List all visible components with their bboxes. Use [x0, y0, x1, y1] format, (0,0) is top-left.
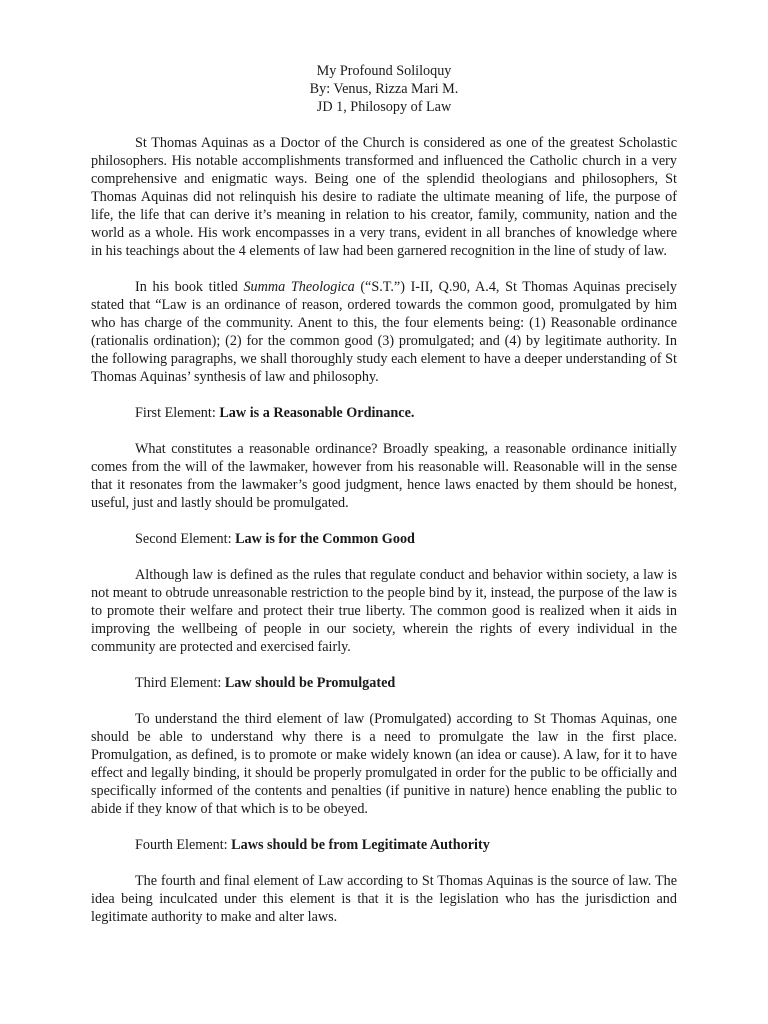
intro-paragraph-2 — [91, 278, 677, 386]
element-label: Fourth Element: — [135, 837, 232, 853]
element-title: Laws should be from Legitimate Authority — [231, 837, 490, 853]
author-byline: By: Venus, Rizza Mari M. — [309, 81, 459, 97]
course-line: JD 1, Philosopy of Law — [316, 99, 452, 115]
element-body-2: Although law is defined as the rules that regulate conduct and behavior within society, a law is not meant to obtrude unreasonable restriction to the people bind by it, instead, the purpose of the law is to promote their welfare and protect their true liberty. The common good is realized when it aids in improving the wellbeing of people in our society, wherein the rights of every individual in the community are protected and exercised fairly. — [91, 567, 677, 655]
document-header — [91, 62, 677, 116]
element-label: Second Element: — [135, 531, 236, 547]
element-body-1: What constitutes a reasonable ordinance? Broadly speaking, a reasonable ordinance initially comes from the will of the lawmaker, however from his reasonable will. Reasonable will in the sense that it resonates from the lawmaker’s good judgment, hence laws enacted by them should be honest, useful, just and lastly should be promulgated. — [91, 441, 677, 511]
element-body-4: The fourth and final element of Law according to St Thomas Aquinas is the source of law. The idea being inculcated under this element is that it is the legislation who has the jurisdiction and legitimate authority to make and alter laws. — [91, 873, 677, 925]
element-heading-4 — [91, 836, 677, 854]
intro-p2-rest: (“S.T.”) I-II, Q.90, A.4, St Thomas Aquinas precisely stated that “Law is an ordinance of reason, ordered towards the common good, promulgated by him who has charge of the community. Anent to this, the four elements being: (1) Reasonable ordinance (rationalis ordination); (2) for the common good (3) promulgated; and (4) by legitimate authority. In the following paragraphs, we shall thoroughly study each element to have a deeper understanding of St Thomas Aquinas’ synthesis of law and philosophy. — [91, 279, 677, 385]
element-label: Third Element: — [135, 675, 225, 691]
document-title: My Profound Soliloquy — [316, 63, 452, 79]
element-title: Law is a Reasonable Ordinance. — [219, 405, 415, 421]
element-body-3: To understand the third element of law (Promulgated) according to St Thomas Aquinas, one should be able to understand why there is a need to promulgate the law in the first place. Promulgation, as defined, is to promote or make widely known (an idea or cause). A law, for it to have effect and legally binding, it should be properly promulgated in order for the public to be officially and specifically informed of the contents and penalties (if punitive in nature) hence enabling the public to abide if they know of that which is to be obeyed. — [91, 711, 677, 817]
element-heading-1 — [91, 404, 677, 422]
intro-p2-lead: In his book titled — [135, 279, 244, 295]
intro-paragraph-1: St Thomas Aquinas as a Doctor of the Church is considered as one of the greatest Scholastic philosophers. His notable accomplishments transformed and influenced the Catholic church in a very comprehensive and enigmatic ways. Being one of the splendid theologians and philosophers, St Thomas Aquinas did not relinquish his desire to radiate the ultimate meaning of life, the purpose of life, the life that can derive it’s meaning in relation to his creator, family, community, nation and the world as a whole. His work encompasses in a very trans, evident in all branches of knowledge where in his teachings about the 4 elements of law had been garnered recognition in the line of study of law. — [91, 135, 677, 259]
element-title: Law should be Promulgated — [224, 675, 396, 691]
element-label: First Element: — [135, 405, 220, 421]
element-title: Law is for the Common Good — [235, 531, 415, 547]
element-heading-2 — [91, 530, 677, 548]
element-heading-3 — [91, 674, 677, 692]
book-title: Summa Theologica — [243, 279, 355, 295]
